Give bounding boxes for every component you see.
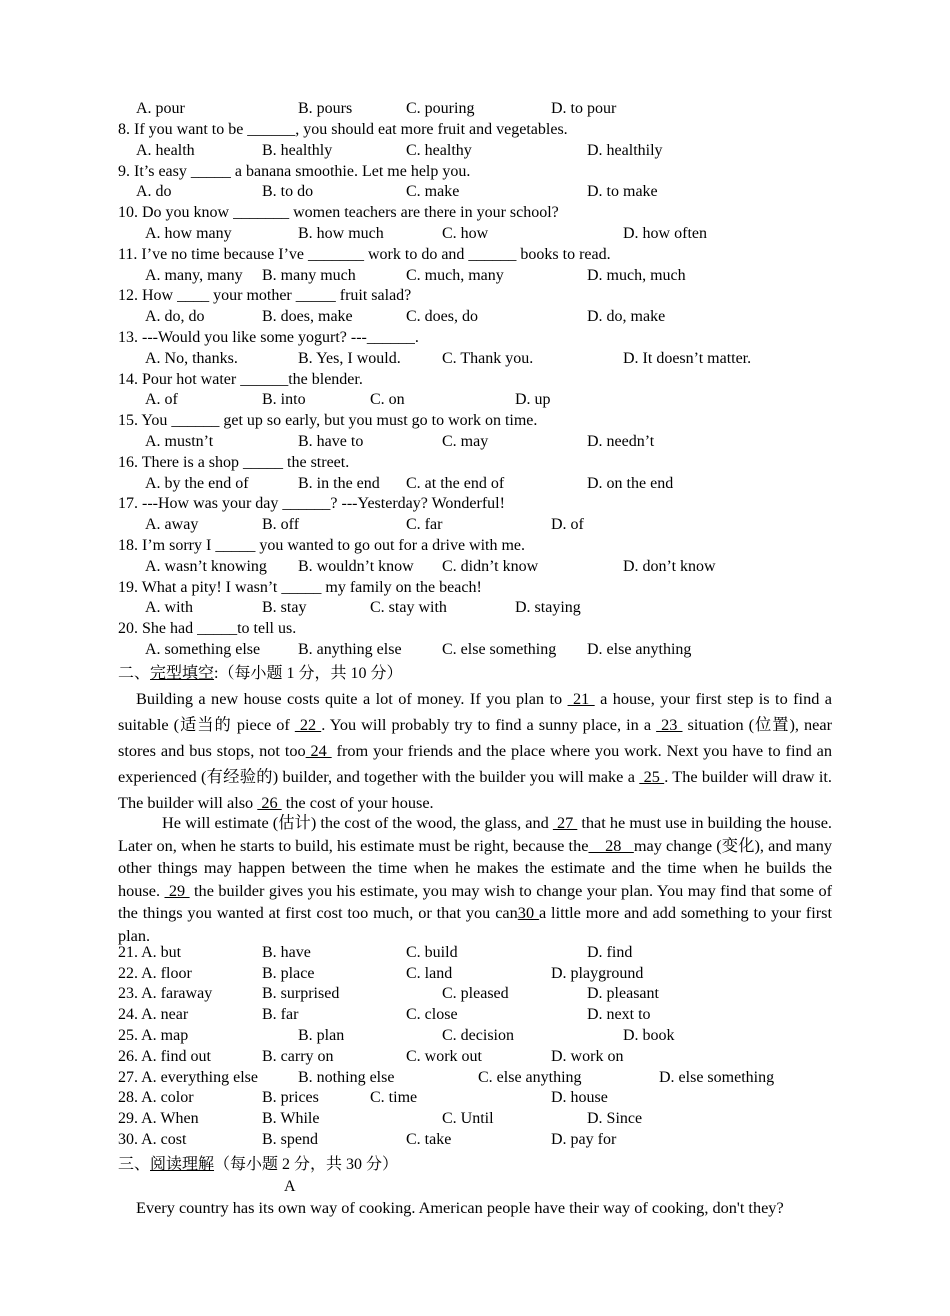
option-b: B. wouldn’t know (298, 558, 414, 575)
option-a: A. No, thanks. (145, 350, 238, 367)
option-b: B. have to (298, 433, 364, 450)
option-d: D. much, much (587, 267, 686, 284)
question-stem: 14. Pour hot water ______the blender. (118, 371, 363, 388)
question-stem: 15. You ______ get up so early, but you must go to work on time. (118, 412, 538, 429)
cloze-option-row: 30. A. cost B. spend C. take D. pay for (118, 1131, 617, 1148)
blank-22: 22 (294, 715, 322, 734)
question-stem: 10. Do you know _______ women teachers are there in your school? (118, 204, 559, 221)
option-row (0, 223, 950, 244)
cloze-option-row: 28. A. color B. prices C. time D. house (118, 1089, 608, 1106)
option-d: D. needn’t (587, 433, 655, 450)
question-stem: 13. ---Would you like some yogurt? ---______. (118, 329, 419, 346)
option-c: C. at the end of (406, 475, 505, 492)
question-stem: 9. It’s easy _____ a banana smoothie. Let me help you. (118, 163, 471, 180)
option-d: D. on the end (587, 475, 674, 492)
blank-28: 28 (588, 835, 634, 855)
cloze-paragraph-2: He will estimate (估计) the cost of the wood, the glass, and 27 that he must use in building the house. Later on, when he starts to build, his estimate must be right, because the 28 may change (变化), and many other things may happen between the time when he makes the estimate and the time when he builds the house. 29 the builder gives you his estimate, you may wish to change your plan. You may find that some of the things you wanted at first cost too much, or that you can30 a little more and add something to your first plan. (118, 813, 833, 945)
option-b: B. does, make (262, 308, 353, 325)
option-c: C. make (406, 183, 460, 200)
option-c: C. didn’t know (442, 558, 539, 575)
option-c: C. stay with (370, 599, 447, 616)
option-a: A. do (136, 183, 172, 200)
cloze-option-row: 23. A. faraway B. surprised C. pleased D. pleasant (118, 985, 659, 1002)
option-a: A. of (145, 391, 178, 408)
blank-27: 27 (552, 813, 578, 832)
question-stem: 11. I’ve no time because I’ve _______ work to do and ______ books to read. (118, 246, 611, 263)
passage-label: A (284, 1178, 296, 1195)
option-c: C. else something (442, 641, 557, 658)
option-a: A. how many (145, 225, 232, 242)
option-c: C. does, do (406, 308, 478, 325)
blank-24: 24 (305, 741, 332, 760)
cloze-option-row: 24. A. near B. far C. close D. next to (118, 1006, 651, 1023)
cloze-option-row: 21. A. but B. have C. build D. find (118, 944, 633, 961)
option-d: D. else anything (587, 641, 692, 658)
option-c: C. how (442, 225, 489, 242)
option-a: A. by the end of (145, 475, 249, 492)
option-a: A. wasn’t knowing (145, 558, 267, 575)
option-row (0, 473, 950, 494)
section-title: 阅读理解 (150, 1156, 215, 1173)
option-row (0, 265, 950, 286)
option-b: B. anything else (298, 641, 402, 658)
option-a: A. do, do (145, 308, 205, 325)
option-d: D. up (515, 391, 551, 408)
option-b: B. healthly (262, 142, 333, 159)
cloze-option-row: 27. A. everything else B. nothing else C. else anything D. else something (118, 1069, 775, 1086)
option-c: C. on (370, 391, 405, 408)
option-row (0, 140, 950, 161)
option-b: B. in the end (298, 475, 380, 492)
option-a: A. with (145, 599, 193, 616)
blank-23: 23 (656, 715, 683, 734)
option-d: D. don’t know (623, 558, 716, 575)
option-b: B. Yes, I would. (298, 350, 401, 367)
cloze-option-row: 25. A. map B. plan C. decision D. book (118, 1027, 675, 1044)
option-row (0, 556, 950, 577)
option-c: C. healthy (406, 142, 472, 159)
option-a: A. pour (136, 100, 185, 117)
option-a: A. many, many (145, 267, 243, 284)
cloze-option-row: 22. A. floor B. place C. land D. playground (118, 965, 644, 982)
option-c: C. pouring (406, 100, 475, 117)
option-row (0, 348, 950, 369)
option-row (0, 514, 950, 535)
cloze-option-row: 26. A. find out B. carry on C. work out D. work on (118, 1048, 624, 1065)
option-d: D. to pour (551, 100, 617, 117)
question-stem: 12. How ____ your mother _____ fruit salad? (118, 287, 412, 304)
reading-passage-a: Every country has its own way of cooking. American people have their way of cooking, don't they? (136, 1198, 784, 1217)
blank-30: 30 (517, 903, 539, 922)
option-row (0, 306, 950, 327)
option-c: C. Thank you. (442, 350, 534, 367)
question-stem: 8. If you want to be ______, you should eat more fruit and vegetables. (118, 121, 568, 138)
option-d: D. healthily (587, 142, 663, 159)
option-c: C. much, many (406, 267, 504, 284)
option-d: D. to make (587, 183, 658, 200)
option-a: A. mustn’t (145, 433, 214, 450)
option-b: B. off (262, 516, 300, 533)
option-b: B. into (262, 391, 306, 408)
option-b: B. stay (262, 599, 307, 616)
blank-25: 25 (639, 767, 665, 786)
blank-26: 26 (257, 793, 282, 812)
option-d: D. staying (515, 599, 581, 616)
option-b: B. many much (262, 267, 356, 284)
cloze-paragraph-1: Building a new house costs quite a lot of money. If you plan to 21 a house, your first step is to find a suitable (适当的 piece of 22 . You will probably try to find a sunny place, in a 23 situation (位置), near stores and bus stops, not too 24 from your friends and the place where you work. Next you have to find an experienced (有经验的) builder, and together with the builder you will make a 25 . The builder will draw it. The builder will also 26 the cost of your house. (118, 689, 833, 812)
option-row (0, 597, 950, 618)
option-row (0, 389, 950, 410)
question-stem: 16. There is a shop _____ the street. (118, 454, 350, 471)
question-stem: 20. She had _____to tell us. (118, 620, 297, 637)
blank-29: 29 (164, 880, 190, 900)
cloze-option-row: 29. A. When B. While C. Until D. Since (118, 1110, 643, 1127)
section-heading-cloze: 二、完型填空:（每小题 1 分，共 10 分） (118, 665, 403, 682)
option-row (0, 181, 950, 202)
section-heading-reading: 三、阅读理解（每小题 2 分，共 30 分） (118, 1156, 399, 1173)
option-row (0, 639, 950, 660)
section-title: 完型填空 (150, 665, 215, 682)
option-a: A. something else (145, 641, 261, 658)
option-d: D. It doesn’t matter. (623, 350, 752, 367)
option-row (0, 431, 950, 452)
option-c: C. may (442, 433, 489, 450)
option-b: B. how much (298, 225, 384, 242)
question-stem: 19. What a pity! I wasn’t _____ my family on the beach! (118, 579, 482, 596)
question-stem: 18. I’m sorry I _____ you wanted to go out for a drive with me. (118, 537, 526, 554)
option-d: D. of (551, 516, 584, 533)
option-a: A. health (136, 142, 195, 159)
option-d: D. do, make (587, 308, 666, 325)
option-d: D. how often (623, 225, 707, 242)
blank-21: 21 (567, 689, 595, 708)
option-b: B. to do (262, 183, 314, 200)
option-row-q7 (0, 98, 950, 119)
option-a: A. away (145, 516, 199, 533)
question-stem: 17. ---How was your day ______? ---Yesterday? Wonderful! (118, 495, 505, 512)
option-b: B. pours (298, 100, 353, 117)
option-c: C. far (406, 516, 443, 533)
